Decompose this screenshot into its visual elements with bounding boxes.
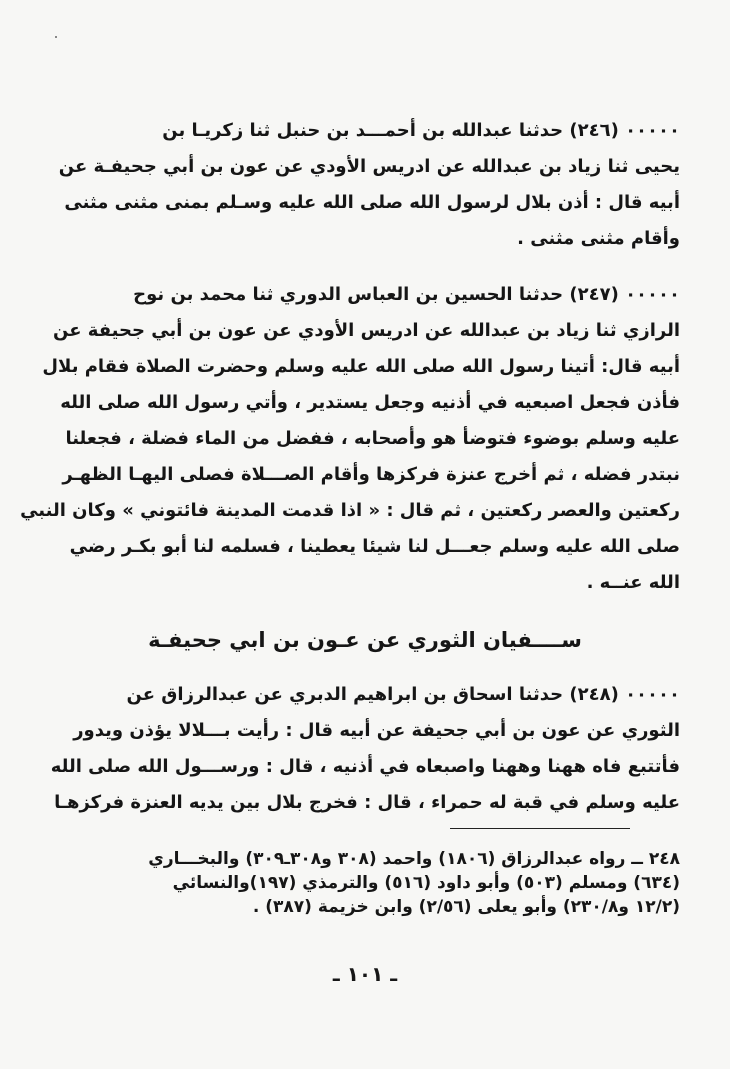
text-line: أبيه قال : أذن بلال لرسول الله صلى الله عليه وسـلم بمنى مثنى مثنى [64,192,680,213]
text-line: يحيى ثنا زياد بن عبدالله عن ادريس الأودي عن عون بن أبي جحيفـة عن [58,156,680,177]
text-line: ۰۰۰۰۰ (٢٤٦) حدثنا عبدالله بن أحمـــد بن حنبل ثنا زكريـا بن [162,120,680,141]
text-line: الرازي ثنا زياد بن عبدالله عن ادريس الأودي عن عون بن أبي جحيفة عن [53,320,680,341]
text-line: عليه وسلم بوضوء فتوضأ هو وأصحابه ، ففضل من الماء فضلة ، فجعلنا [65,428,680,449]
footnote-divider [450,828,630,829]
text-line: ۰۰۰۰۰ (٢٤٧) حدثنا الحسين بن العباس الدوري ثنا محمد بن نوح [133,284,680,305]
text-line: وأقام مثنى مثنى . [517,228,680,249]
scan-speck [55,36,57,38]
text-line: صلى الله عليه وسلم جعـــل لنا شيئا يعطينا ، فسلمه لنا أبو بكـر رضي [69,536,680,557]
footnote-line: (٦٣٤) ومسلم (٥٠٣) وأبو داود (٥١٦) والترمذي (١٩٧)والنسائي [172,873,680,893]
page-number: ـ ١٠١ ـ [332,962,398,986]
text-line: الله عنــه . [586,572,680,593]
text-line: فأتتبع فاه ههنا وههنا واصبعاه في أذنيه ، قال : ورســـول الله صلى الله [50,756,680,777]
text-line: ۰۰۰۰۰ (٢٤٨) حدثنا اسحاق بن ابراهيم الدبري عن عبدالرزاق عن [126,684,680,705]
text-line: فأذن فجعل اصبعيه في أذنيه وجعل يستدير ، وأتي رسول الله صلى الله [60,392,680,413]
text-line: ركعتين والعصر ركعتين ، ثم قال : « اذا قدمت المدينة فائتوني » وكان النبي [20,500,680,521]
text-line: نبتدر فضله ، ثم أخرج عنزة فركزها وأقام الصـــلاة فصلى اليهـا الظهـر [62,464,680,485]
footnote-line: ٢٤٨ ــ رواه عبدالرزاق (١٨٠٦) واحمد (٣٠٨ و٣٠٨ـ٣٠٩) والبخـــاري [148,849,680,869]
text-line: الثوري عن عون بن أبي جحيفة عن أبيه قال : رأيت بـــلالا يؤذن ويدور [73,720,680,741]
text-line: عليه وسلم في قبة له حمراء ، قال : فخرج بلال بين يديه العنزة فركزهـا [54,792,680,813]
section-heading: ســــفيان الثوري عن عـون بن ابي جحيفـة [148,628,582,652]
footnote-line: (١٢/٢ و٢٣٠/٨) وأبو يعلى (٢/٥٦) وابن خزيمة (٣٨٧) . [252,897,680,917]
text-line: أبيه قال: أتينا رسول الله صلى الله عليه وسلم وحضرت الصلاة فقام بلال [42,356,680,377]
